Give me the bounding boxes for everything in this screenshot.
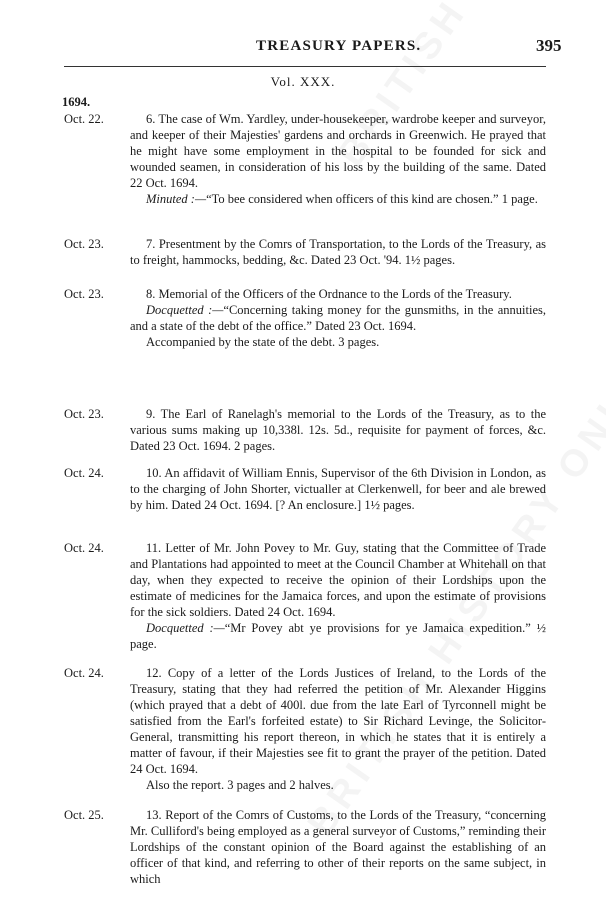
entry-date: Oct. 24. [64,666,104,680]
entry-note [130,620,546,652]
year-label: 1694. [62,95,91,109]
entry-body [130,465,546,513]
entry-paragraph: 9. The Earl of Ranelagh's memorial to the Lords of the Treasury, as to the various sums making up 10,338l. 12s. 5d., requisite for payment of forces, &c. Dated 23 Oct. 1694. 2 pages. [130,407,546,453]
note-text: “Mr Povey abt ye provisions for ye Jamaica expedition.” ½ page. [130,621,547,651]
entry-paragraph: 12. Copy of a letter of the Lords Justices of Ireland, to the Lords of the Treasury, stating that they had referred the petition of Mr. Alexander Higgins (which prayed that a debt of 400l. due from the late Earl of Tyrconnell might be satisfied from the Earl's forfeited estate) to Sir Richard Levinge, the Solicitor-General, transmitting his report thereon, in which he states that it is entirely a matter of favour, if their Majesties see fit to grant the prayer of the petition. Dated 24 Oct. 1694. [130,666,546,776]
entry-date: Oct. 25. [64,808,104,822]
entry-body [130,406,546,454]
entry-body [130,807,546,887]
note-text: “Concerning taking money for the gunsmiths, in the annuities, and a state of the debt of the office.” Dated 23 Oct. 1694. [130,303,547,333]
entry-body [130,286,546,350]
entry-paragraph: 7. Presentment by the Comrs of Transportation, to the Lords of the Treasury, as to freight, hammocks, bedding, &c. Dated 23 Oct. '94. 1½ pages. [130,237,546,267]
note-label: Minuted :— [146,192,207,206]
note-text: “To bee considered when officers of this kind are chosen.” 1 page. [206,192,538,206]
entry-date: Oct. 22. [64,112,104,126]
running-title: TREASURY PAPERS. [256,38,422,54]
entry-date: Oct. 23. [64,237,104,251]
entry-extra: Also the report. 3 pages and 2 halves. [146,778,334,792]
entry-body [130,111,546,207]
entry-paragraph: 13. Report of the Comrs of Customs, to the Lords of the Treasury, “concerning Mr. Culliford's being employed as a general surveyor of Customs,” reminding their Lordships of the constant opinion of the Board against the establishing of an officer of that kind, and referring to other of their reports on the same subject, in which [130,808,546,886]
volume-heading: Vol. XXX. [270,74,336,89]
header-rule [64,66,546,67]
entry-paragraph: 6. The case of Wm. Yardley, under-housekeeper, wardrobe keeper and surveyor, and keeper of their Majesties' gardens and orchards in Greenwich. He prayed that he might have some employment in the hospital to be founded for sick and wounded seamen, in consideration of his loss by the building of the same. Dated 22 Oct. 1694. [130,112,546,190]
running-head [0,38,606,60]
entry-body [130,540,546,652]
page-number: 395 [536,36,562,55]
entry-extra: Accompanied by the state of the debt. 3 pages. [146,335,380,349]
entry-date: Oct. 23. [64,407,104,421]
entry-date: Oct. 24. [64,466,104,480]
note-label: Docquetted :— [146,303,224,317]
entry-body [130,665,546,793]
entry-date: Oct. 24. [64,541,104,555]
entry-note [130,302,546,334]
entry-paragraph: 8. Memorial of the Officers of the Ordnance to the Lords of the Treasury. [146,287,512,301]
entry-paragraph: 10. An affidavit of William Ennis, Supervisor of the 6th Division in London, as to the charging of John Shorter, victualler at Clerkenwell, for beer and ale brewed by him. Dated 24 Oct. 1694. [? An enclosure.] 1½ pages. [130,466,546,512]
entry-body [130,236,546,268]
entry-paragraph: 11. Letter of Mr. John Povey to Mr. Guy, stating that the Committee of Trade and Plantations had appointed to meet at the Council Chamber at Whitehall on that day, when they expected to receive the opinion of their Lordships upon the estimate of medicines for the Jamaica forces, and upon the estimate of provisions for the sick soldiers. Dated 24 Oct. 1694. [130,541,546,619]
note-label: Docquetted :— [146,621,225,635]
entry-note [130,191,546,207]
entry-date: Oct. 23. [64,287,104,301]
